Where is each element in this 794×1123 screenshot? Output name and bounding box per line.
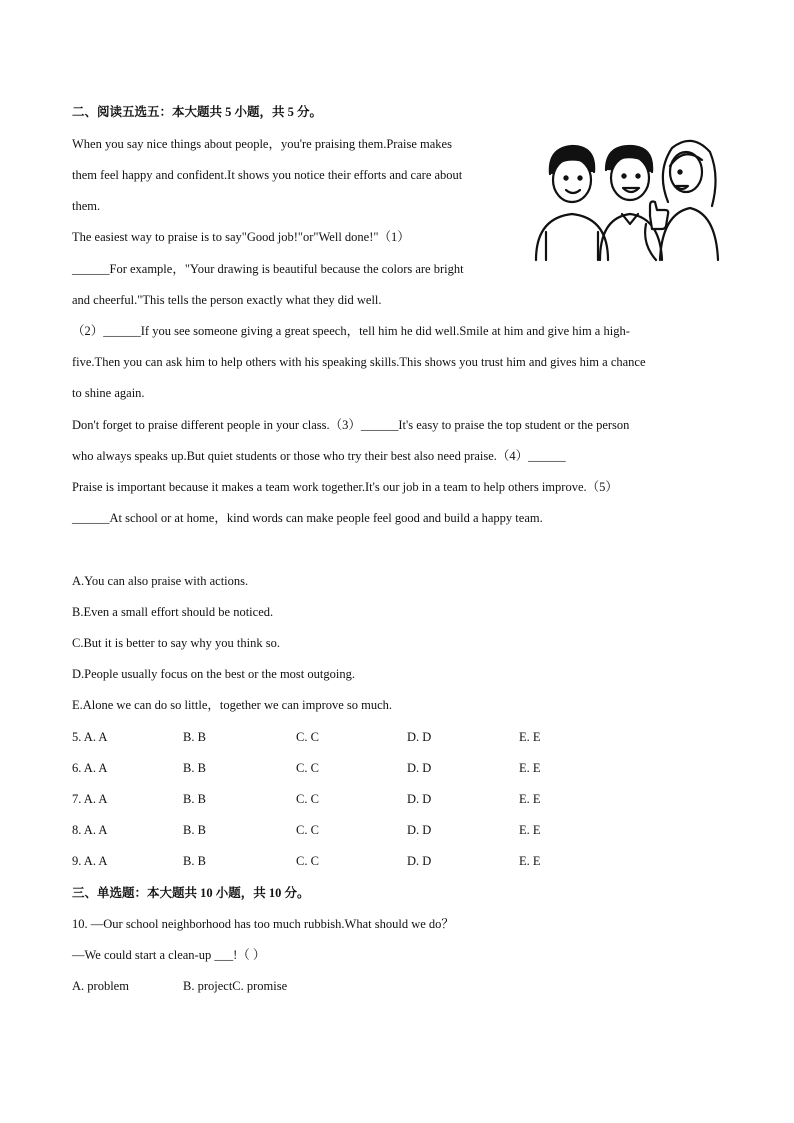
option-e[interactable]: E. E (519, 792, 541, 806)
option-a[interactable]: 8. A. A (72, 823, 108, 837)
question-10-response: —We could start a clean-up ___!（ ） (72, 948, 266, 962)
option-e[interactable]: E. E (519, 730, 541, 744)
option-a[interactable]: 9. A. A (72, 854, 108, 868)
option-a[interactable]: 7. A. A (72, 792, 108, 806)
question-10-option-a[interactable]: A. problem (72, 979, 129, 993)
choice-c: C.But it is better to say why you think so. (72, 636, 280, 650)
option-d[interactable]: D. D (407, 730, 432, 744)
passage-line: The easiest way to praise is to say"Good job!"or"Well done!"（1） (72, 230, 410, 244)
option-d[interactable]: D. D (407, 761, 432, 775)
option-b[interactable]: B. B (183, 823, 206, 837)
choice-d: D.People usually focus on the best or the most outgoing. (72, 667, 355, 681)
passage-line: them. (72, 199, 101, 213)
passage-line: Praise is important because it makes a team work together.It's our job in a team to help others improve.（5） (72, 480, 618, 494)
passage-line: When you say nice things about people，you're praising them.Praise makes (72, 137, 452, 151)
option-c[interactable]: C. C (296, 854, 319, 868)
passage-line: five.Then you can ask him to help others with his speaking skills.This shows you trust him and gives him a chance (72, 355, 646, 369)
passage-line: Don't forget to praise different people in your class.（3）______It's easy to praise the top student or the person (72, 418, 630, 432)
section3-heading: 三、单选题：本大题共 10 小题，共 10 分。 (72, 886, 310, 900)
option-b[interactable]: B. B (183, 792, 206, 806)
option-e[interactable]: E. E (519, 761, 541, 775)
option-d[interactable]: D. D (407, 792, 432, 806)
option-c[interactable]: C. C (296, 730, 319, 744)
choice-a: A.You can also praise with actions. (72, 574, 249, 588)
passage-line: ______At school or at home，kind words can make people feel good and build a happy team. (72, 511, 543, 525)
passage-line: ______For example，"Your drawing is beautiful because the colors are bright (72, 262, 464, 276)
choice-e: E.Alone we can do so little，together we can improve so much. (72, 698, 393, 712)
option-c[interactable]: C. C (296, 792, 319, 806)
question-10-prompt: 10. —Our school neighborhood has too much rubbish.What should we do？ (72, 917, 454, 931)
option-b[interactable]: B. B (183, 761, 206, 775)
option-a[interactable]: 5. A. A (72, 730, 108, 744)
three-people-praising-icon (528, 132, 720, 262)
question-10-option-bc[interactable]: B. projectC. promise (183, 979, 288, 993)
passage-line: （2）______If you see someone giving a great speech，tell him he did well.Smile at him and give him a high- (72, 324, 630, 338)
option-d[interactable]: D. D (407, 854, 432, 868)
passage-line: who always speaks up.But quiet students or those who try their best also need praise.（4）______ (72, 449, 566, 463)
passage-line: to shine again. (72, 386, 145, 400)
passage-line: and cheerful."This tells the person exactly what they did well. (72, 293, 382, 307)
section2-heading: 二、阅读五选五：本大题共 5 小题，共 5 分。 (72, 105, 323, 119)
passage-line: them feel happy and confident.It shows you notice their efforts and care about (72, 168, 463, 182)
choice-b: B.Even a small effort should be noticed. (72, 605, 274, 619)
option-e[interactable]: E. E (519, 823, 541, 837)
option-a[interactable]: 6. A. A (72, 761, 108, 775)
option-e[interactable]: E. E (519, 854, 541, 868)
option-c[interactable]: C. C (296, 823, 319, 837)
option-b[interactable]: B. B (183, 730, 206, 744)
option-c[interactable]: C. C (296, 761, 319, 775)
option-d[interactable]: D. D (407, 823, 432, 837)
option-b[interactable]: B. B (183, 854, 206, 868)
